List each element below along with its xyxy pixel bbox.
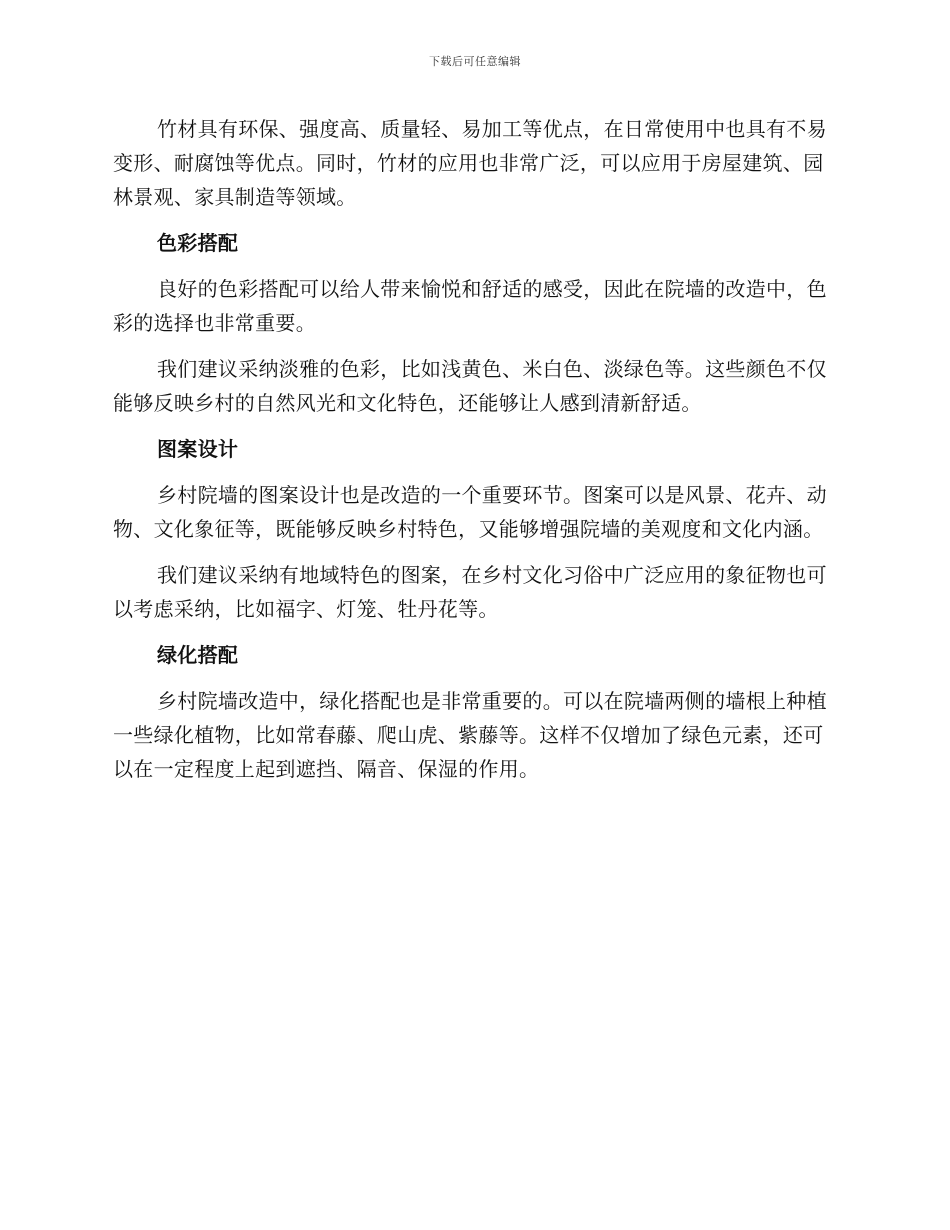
paragraph-color-importance: 良好的色彩搭配可以给人带来愉悦和舒适的感受，因此在院墙的改造中，色彩的选择也非常重要。 (113, 277, 827, 335)
heading-pattern-design: 图案设计 (157, 437, 239, 461)
heading-color-matching: 色彩搭配 (157, 231, 239, 255)
paragraph-bamboo-advantages: 竹材具有环保、强度高、质量轻、易加工等优点，在日常使用中也具有不易变形、耐腐蚀等优点。同时，竹材的应用也非常广泛，可以应用于房屋建筑、园林景观、家具制造等领域。 (113, 117, 827, 209)
document-body (113, 112, 831, 798)
heading-greening: 绿化搭配 (157, 643, 239, 667)
page-header: 下载后可任意编辑 (429, 55, 521, 68)
paragraph-pattern-importance: 乡村院墙的图案设计也是改造的一个重要环节。图案可以是风景、花卉、动物、文化象征等，既能够反映乡村特色，又能够增强院墙的美观度和文化内涵。 (113, 483, 827, 541)
paragraph-greening: 乡村院墙改造中，绿化搭配也是非常重要的。可以在院墙两侧的墙根上种植一些绿化植物，比如常春藤、爬山虎、紫藤等。这样不仅增加了绿色元素，还可以在一定程度上起到遮挡、隔音、保湿的作用。 (113, 689, 827, 781)
paragraph-pattern-suggestion: 我们建议采纳有地域特色的图案，在乡村文化习俗中广泛应用的象征物也可以考虑采纳，比如福字、灯笼、牡丹花等。 (113, 563, 827, 621)
paragraph-color-suggestion: 我们建议采纳淡雅的色彩，比如浅黄色、米白色、淡绿色等。这些颜色不仅能够反映乡村的自然风光和文化特色，还能够让人感到清新舒适。 (113, 357, 827, 415)
